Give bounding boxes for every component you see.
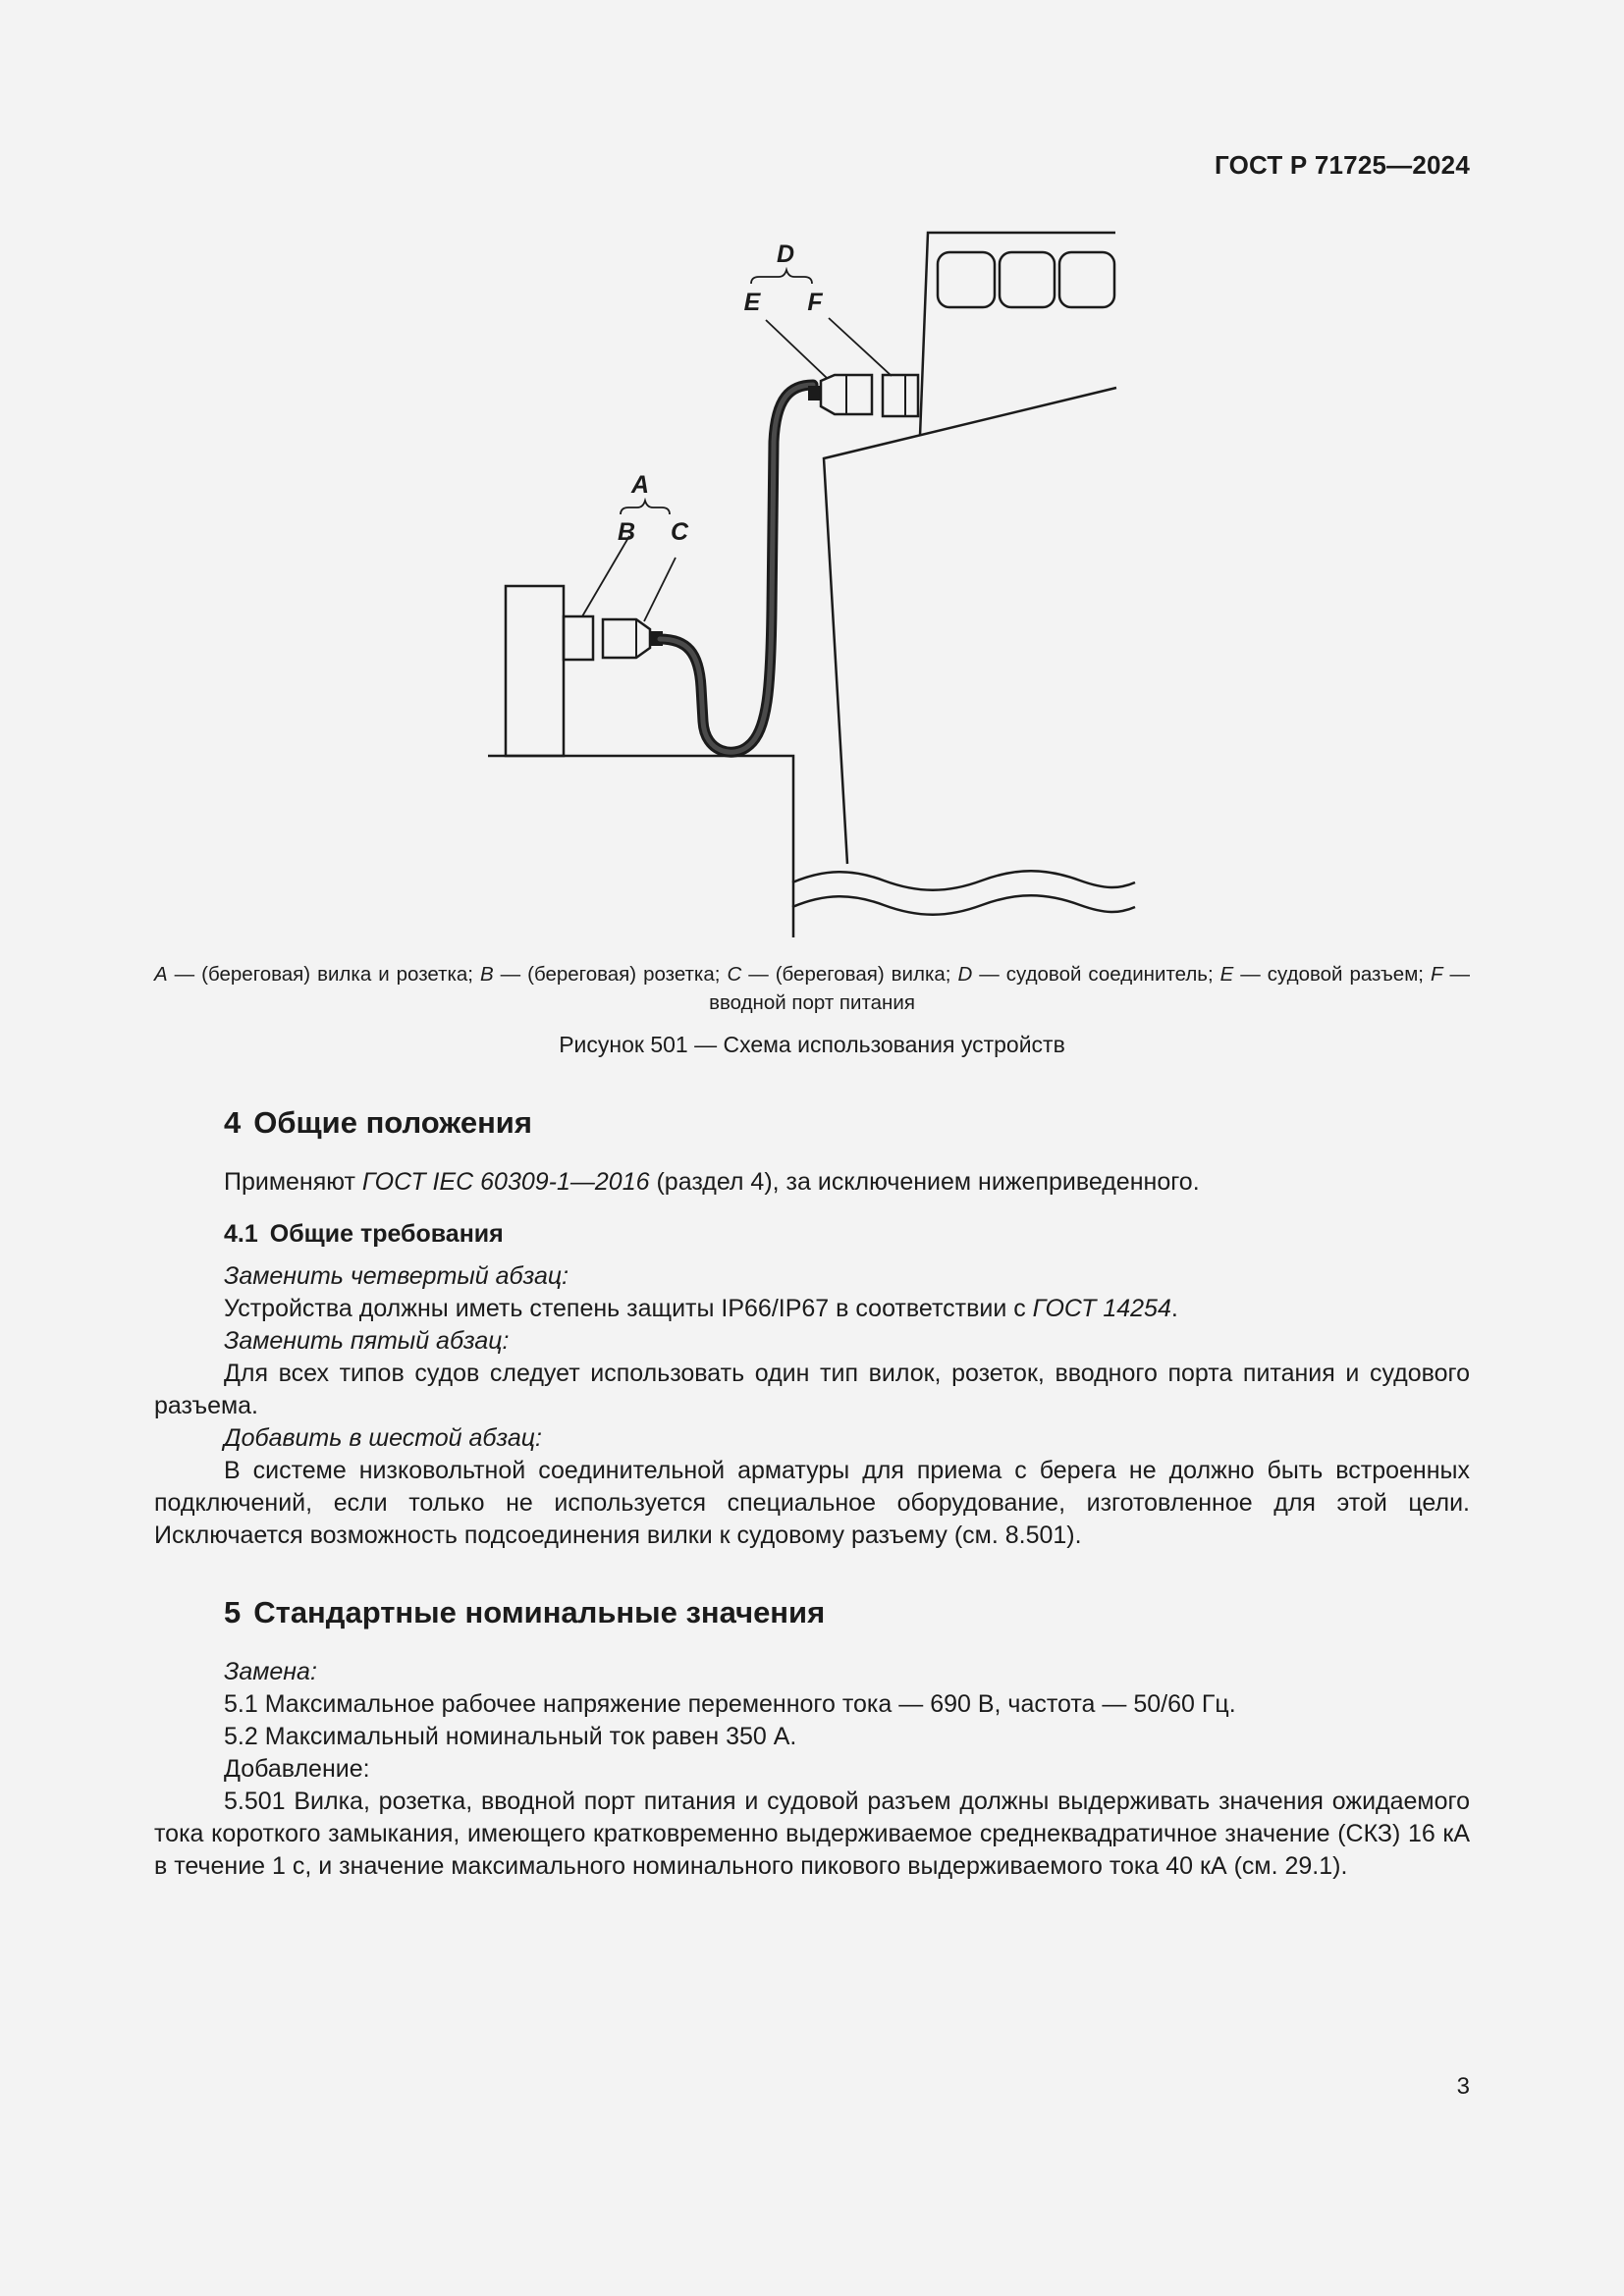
ship-windows <box>938 252 1114 307</box>
section-5-heading <box>154 1593 1470 1632</box>
instruction-replacement: Замена: <box>224 1658 317 1685</box>
label-c: C <box>670 518 689 546</box>
legend-text-a: — (береговая) вилка и розетка; <box>167 963 480 986</box>
legend-text-f: — вводной порт питания <box>709 963 1470 1014</box>
label-a: A <box>630 471 650 499</box>
legend-text-e: — судовой разъем; <box>1233 963 1431 986</box>
quay <box>488 756 793 937</box>
paragraph-single-type: Для всех типов судов следует использовать один тип вилок, розеток, вводного порта питания и судового разъема. <box>154 1360 1470 1419</box>
legend-text-d: — судовой соединитель; <box>972 963 1220 986</box>
figure-legend <box>154 960 1470 1017</box>
ship-hull <box>824 233 1116 864</box>
section-4-title: Общие положения <box>253 1105 532 1140</box>
legend-letter-c: C <box>727 963 742 986</box>
paragraph-no-builtin: В системе низковольтной соединительной арматуры для приема с берега не должно быть встроенных подключений, если только не используется специальное оборудование, изготовленное для этой цели. Исключается возможность подсоединения вилки к судовому разъему (см. 8.501). <box>154 1457 1470 1549</box>
document-code: ГОСТ Р 71725—2024 <box>1215 150 1470 180</box>
p1-standard-ref: ГОСТ 14254 <box>1032 1295 1171 1322</box>
subsection-4-1-heading <box>154 1218 1470 1251</box>
shore-socket-box <box>506 586 564 756</box>
section-4-intro <box>154 1166 1470 1199</box>
intro-standard-ref: ГОСТ IEC 60309-1—2016 <box>361 1168 650 1196</box>
paragraph-5-1: 5.1 Максимальное рабочее напряжение переменного тока — 690 В, частота — 50/60 Гц. <box>224 1690 1236 1718</box>
instruction-addition: Добавление: <box>224 1755 370 1783</box>
label-b: B <box>617 518 636 546</box>
legend-letter-a: A <box>154 963 168 986</box>
p1-text-before: Устройства должны иметь степень защиты IP66/IP67 в соответствии с <box>224 1295 1033 1322</box>
legend-letter-b: B <box>479 963 494 986</box>
paragraph-5-501: 5.501 Вилка, розетка, вводной порт питания и судовой разъем должны выдерживать значения ожидаемого тока короткого замыкания, имеющего кратковременно выдерживаемое среднеквадратичное значение (СКЗ) 16 кА в течение 1 с, и значение максимального номинального пикового выдерживаемого тока 40 кА (см. 29.1). <box>154 1788 1470 1880</box>
label-d: D <box>776 240 795 268</box>
p1-text-after: . <box>1170 1295 1178 1322</box>
section-4-heading <box>154 1103 1470 1143</box>
water-waves <box>792 871 1135 915</box>
power-cable <box>660 385 813 752</box>
legend-letter-f: F <box>1430 963 1443 986</box>
legend-letter-d: D <box>957 963 973 986</box>
legend-text-b: — (береговая) розетка; <box>493 963 728 986</box>
label-f: F <box>807 289 823 316</box>
paragraph-protection-degree <box>154 1293 1470 1325</box>
shore-socket-b <box>564 616 593 660</box>
section-5-number: 5 <box>224 1595 242 1629</box>
document-body <box>154 1103 1470 1883</box>
shore-connection-figure <box>481 221 1149 937</box>
section-5-title: Стандартные номинальные значения <box>253 1595 826 1629</box>
leader-lines <box>582 318 892 621</box>
intro-text-before: Применяют <box>224 1168 362 1196</box>
ship-inlet-f <box>883 375 918 416</box>
instruction-add-6th: Добавить в шестой абзац: <box>224 1424 542 1452</box>
label-e: E <box>743 289 761 316</box>
section-4-number: 4 <box>224 1105 242 1140</box>
subsection-4-1-number: 4.1 <box>224 1220 258 1248</box>
instruction-replace-4th: Заменить четвертый абзац: <box>224 1262 569 1290</box>
instruction-replace-5th: Заменить пятый абзац: <box>224 1327 510 1355</box>
legend-letter-e: E <box>1219 963 1234 986</box>
subsection-4-1-title: Общие требования <box>269 1220 504 1248</box>
shore-plug-c <box>603 619 650 658</box>
paragraph-5-2: 5.2 Максимальный номинальный ток равен 350 А. <box>224 1723 797 1750</box>
intro-text-after: (раздел 4), за исключением нижеприведенного. <box>649 1168 1200 1196</box>
page-number: 3 <box>1456 2073 1470 2100</box>
figure-caption: Рисунок 501 — Схема использования устройств <box>559 1032 1065 1057</box>
legend-text-c: — (береговая) вилка; <box>741 963 958 986</box>
